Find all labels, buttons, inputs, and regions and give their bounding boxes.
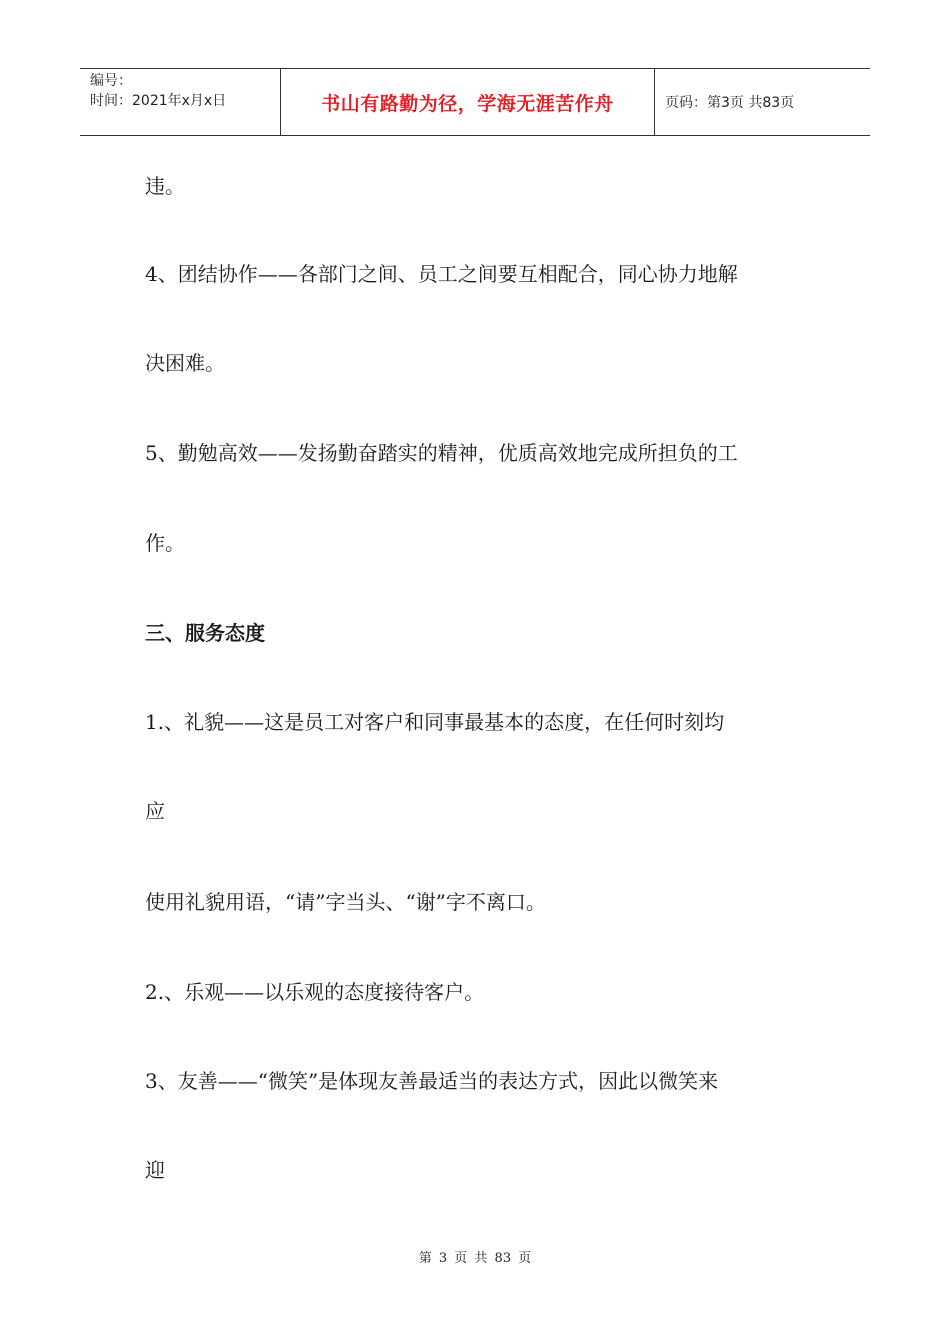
body-line: 5、勤勉高效——发扬勤奋踏实的精神，优质高效地完成所担负的工 [145, 441, 738, 465]
header-meta [80, 69, 281, 135]
body-line: 迎 [145, 1158, 165, 1182]
section-heading: 三、服务态度 [145, 621, 265, 645]
body-line: 3、友善——“微笑”是体现友善最适当的表达方式，因此以微笑来 [145, 1069, 719, 1093]
body-line: 2.、乐观——以乐观的态度接待客户。 [145, 980, 485, 1004]
page-footer: 第 3 页 共 83 页 [418, 1251, 532, 1266]
number-label: 编号： [90, 73, 132, 89]
header-page-info: 页码：第3页 共83页 [665, 95, 795, 111]
body-line: 4、团结协作——各部门之间、员工之间要互相配合，同心协力地解 [145, 262, 738, 286]
header-motto: 书山有路勤为径，学海无涯苦作舟 [281, 69, 655, 135]
body-line: 应 [145, 799, 165, 823]
body-line: 使用礼貌用语，“请”字当头、“谢”字不离口。 [145, 890, 546, 914]
body-line: 违。 [145, 174, 185, 198]
page-header [80, 68, 870, 136]
body-line: 作。 [145, 531, 185, 555]
date-label: 时间：2021年x月x日 [90, 93, 227, 109]
body-line: 决困难。 [145, 351, 225, 375]
body-line: 1.、礼貌——这是员工对客户和同事最基本的态度，在任何时刻均 [145, 710, 725, 734]
